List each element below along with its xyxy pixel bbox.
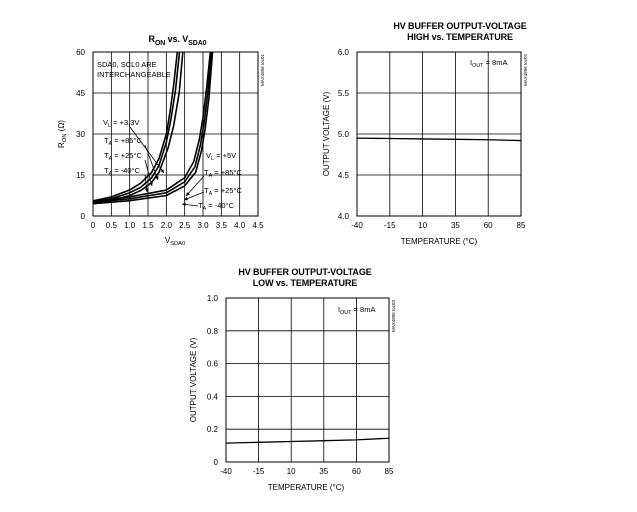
chart-title-line: HIGH vs. TEMPERATURE	[407, 32, 513, 42]
y-tick-label: 0.2	[206, 425, 218, 435]
x-axis-label: TEMPERATURE (°C)	[267, 483, 345, 492]
x-tick-label: 1.5	[142, 221, 154, 230]
y-tick-label: 30	[76, 130, 85, 139]
chart-note: SDA0, SCL0 ARE	[97, 60, 157, 69]
chart-watermark: MAX4896 toc03	[391, 300, 396, 333]
chart-title-line: LOW vs. TEMPERATURE	[252, 278, 358, 288]
annotation-ta-25-right: $T_A = +25^\circ C$	[204, 186, 242, 197]
annotation-ta-85-right: $T_A = +85^\circ C$	[204, 168, 242, 179]
y-tick-label: 1.0	[206, 294, 218, 303]
chart-watermark: MAX4896 toc01	[260, 54, 265, 87]
y-tick-label: 5.0	[337, 130, 349, 139]
x-tick-label: 2.0	[160, 221, 172, 230]
annotation-iout: $I_{OUT} = 8mA$	[338, 305, 376, 316]
x-tick-label: 4.5	[252, 221, 264, 230]
annotation-iout: $I_{OUT} = 8mA$	[470, 58, 508, 69]
x-tick-label: 3.5	[215, 221, 227, 230]
annotation-ta-m40-right: $T_A = -40^\circ C$	[198, 201, 235, 212]
x-axis-label: $V_{SDA0}$	[164, 236, 186, 247]
chart-canvas	[160, 262, 480, 512]
y-tick-label: 0.6	[206, 359, 218, 369]
chart-note: INTERCHANGEABLE	[97, 70, 171, 79]
y-tick-label: 0	[80, 212, 85, 221]
x-tick-label: 35	[319, 467, 329, 476]
series-line	[226, 438, 389, 443]
x-axis-label: TEMPERATURE (°C)	[400, 237, 478, 246]
x-tick-label: 0	[90, 221, 96, 230]
y-tick-label: 0	[213, 458, 218, 467]
y-axis-label: $R_{ON}$ (Ω)	[57, 120, 68, 148]
x-tick-label: 85	[516, 221, 526, 230]
x-tick-label: -40	[351, 221, 363, 230]
x-tick-label: 60	[351, 467, 361, 476]
x-tick-label: 10	[286, 467, 296, 476]
annotation-arrowhead	[160, 169, 164, 173]
y-axis-label: OUTPUT VOLTAGE (V)	[189, 337, 198, 423]
x-tick-label: 1.0	[124, 221, 136, 230]
chart-title-line: HV BUFFER OUTPUT-VOLTAGE	[238, 267, 372, 277]
chart-title	[340, 21, 580, 43]
chart-title: $R_{ON}$ vs. $V_{SDA0}$	[148, 34, 207, 47]
y-tick-label: 45	[76, 89, 85, 98]
x-tick-label: 2.5	[179, 221, 191, 230]
annotation-ta-m40-left: $T_A = -40^\circ C$	[104, 166, 141, 177]
chart-title-line: HV BUFFER OUTPUT-VOLTAGE	[393, 21, 527, 31]
series-line	[357, 138, 521, 140]
y-tick-label: 0.4	[206, 392, 218, 402]
plot-frame	[226, 298, 389, 462]
annotation-ta-85-left: $T_A = +85^\circ C$	[104, 136, 142, 147]
x-tick-label: 35	[450, 221, 460, 230]
chart-output-voltage-low	[160, 262, 480, 512]
x-tick-label: -15	[252, 467, 265, 476]
x-tick-label: 0.5	[105, 221, 117, 230]
x-tick-label: 3.0	[197, 221, 209, 230]
x-tick-label: 4.0	[234, 221, 246, 230]
x-tick-label: 60	[483, 221, 493, 230]
x-tick-label: -40	[220, 467, 232, 476]
y-tick-label: 60	[76, 48, 85, 57]
y-tick-label: 15	[76, 171, 85, 180]
y-tick-label: 4.0	[337, 212, 349, 221]
x-tick-label: 85	[384, 467, 394, 476]
chart-title	[185, 267, 425, 289]
chart-watermark: MAX4896 toc02	[523, 54, 528, 87]
y-tick-label: 0.8	[206, 326, 218, 336]
y-axis-label: OUTPUT VOLTAGE (V)	[322, 91, 331, 177]
chart-output-voltage-high	[320, 0, 637, 260]
y-tick-label: 4.5	[337, 171, 349, 180]
y-tick-label: 5.5	[337, 89, 349, 98]
x-tick-label: 10	[418, 221, 428, 230]
x-tick-label: -15	[384, 221, 396, 230]
annotation-ta-25-left: $T_A = +25^\circ C$	[104, 151, 142, 162]
annotation-vl-5v: $V_L = +5V$	[206, 151, 237, 162]
annotation-vl-3v3: $V_L = +3.3V$	[103, 118, 140, 129]
chart-ron-vs-vsda0	[0, 0, 320, 260]
y-tick-label: 6.0	[337, 48, 349, 57]
